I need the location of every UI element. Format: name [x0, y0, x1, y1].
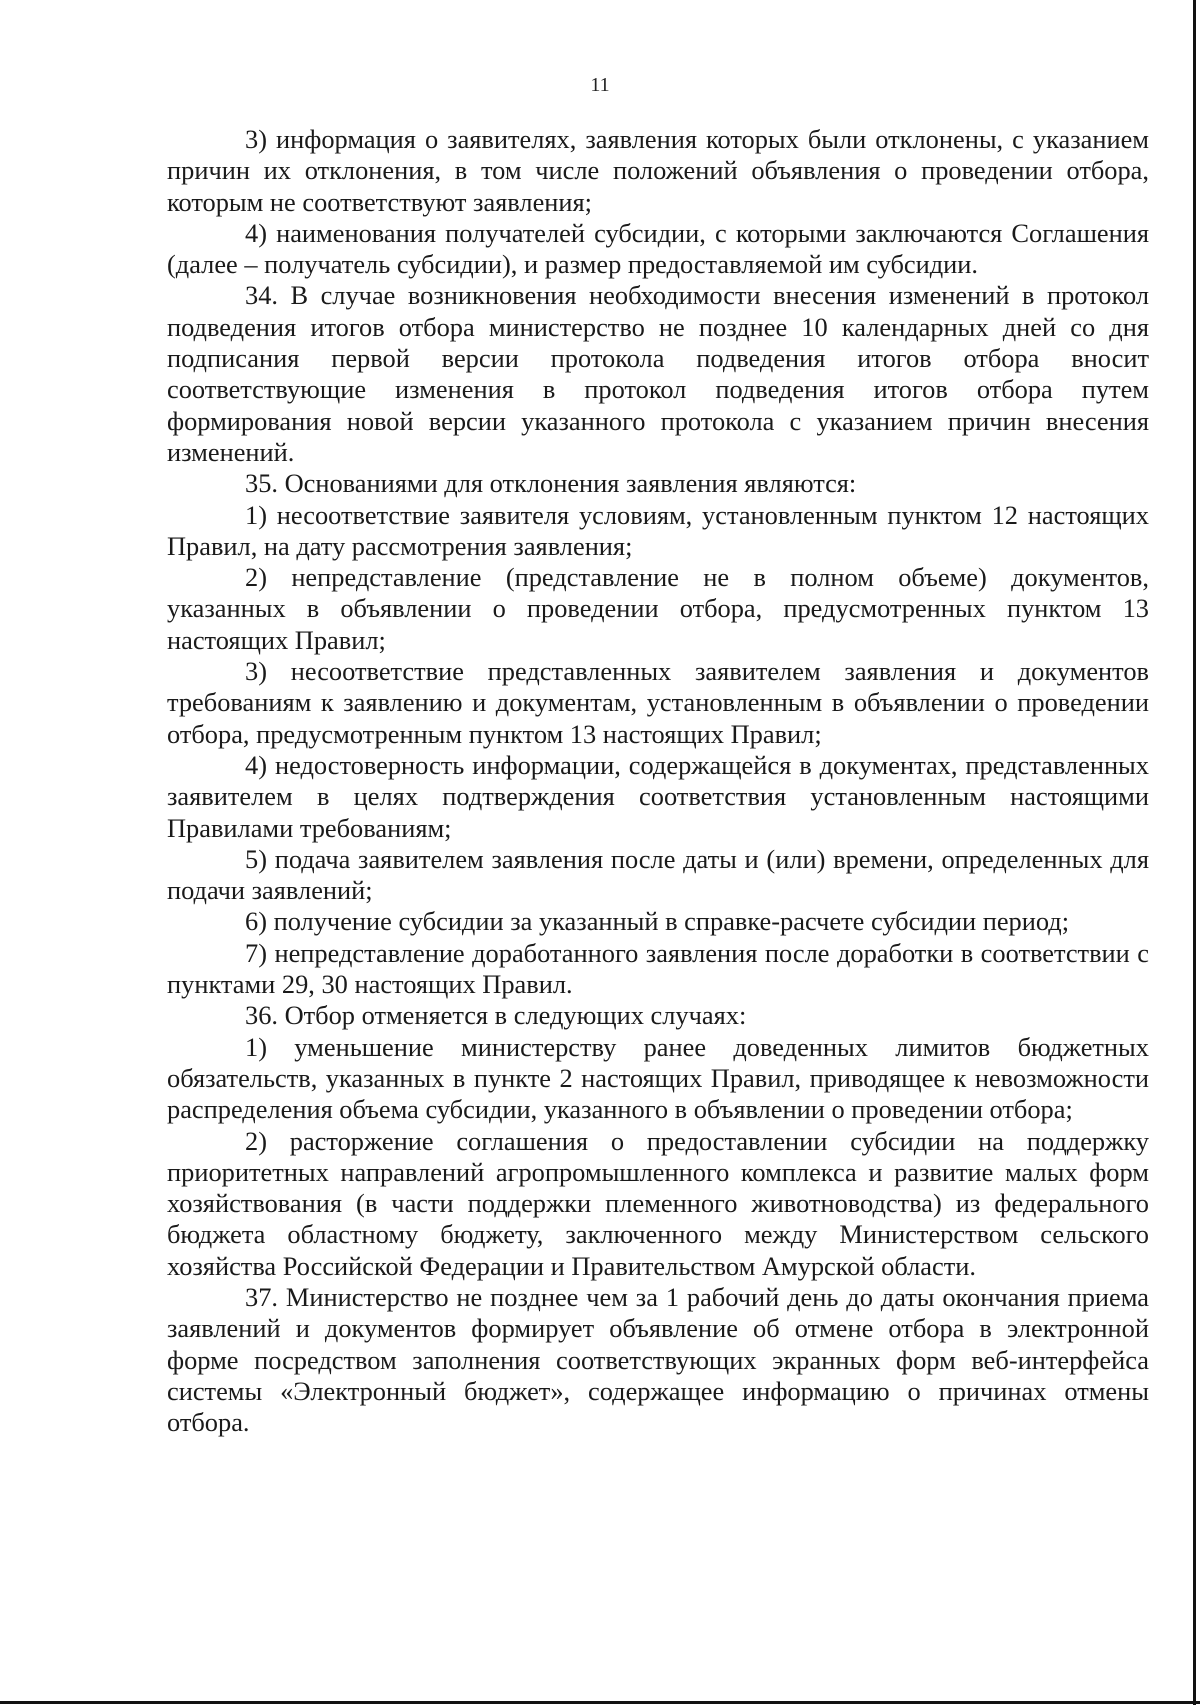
paragraph-35-7: 7) непредставление доработанного заявления после доработки в соответствии с пунктами 29, 30 настоящих Правил. — [167, 937, 1149, 1000]
paragraph-35: 35. Основаниями для отклонения заявления являются: — [245, 468, 857, 499]
paragraph-35-5: 5) подача заявителем заявления после даты и (или) времени, определенных для подачи заявлений; — [167, 843, 1149, 906]
paragraph-35-2: 2) непредставление (представление не в полном объеме) документов, указанных в объявлении о проведении отбора, предусмотренных пунктом 13 настоящих Правил; — [167, 562, 1149, 655]
scan-edge-right — [1193, 0, 1196, 1705]
paragraph-34: 34. В случае возникновения необходимости внесения изменений в протокол подведения итогов отбора министерство не позднее 10 календарных дней со дня подписания первой версии протокола подведения итогов отбора вносит соответствующие изменения в протокол подведения итогов отбора путем формирования новой версии указанного протокола с указанием причин внесения изменений. — [167, 280, 1149, 467]
paragraph-33-3: 3) информация о заявителях, заявления которых были отклонены, с указанием причин их отклонения, в том числе положений объявления о проведении отбора, которым не соответствуют заявления; — [167, 124, 1149, 217]
scan-edge-bottom — [0, 1701, 1200, 1704]
paragraph-33-4: 4) наименования получателей субсидии, с которыми заключаются Соглашения (далее – получатель субсидии), и размер предоставляемой им субсидии. — [167, 217, 1149, 280]
paragraph-36-1: 1) уменьшение министерству ранее доведенных лимитов бюджетных обязательств, указанных в пункте 2 настоящих Правил, приводящее к невозможности распределения объема субсидии, указанного в объявлении о проведении отбора; — [167, 1031, 1149, 1125]
paragraph-36-2: 2) расторжение соглашения о предоставлении субсидии на поддержку приоритетных направлений агропромышленного комплекса и развитие малых форм хозяйствования (в части поддержки племенного животноводства) из федерального бюджета областному бюджету, заключенного между Министерством сельского хозяйства Российской Федерации и Правительством Амурской области. — [167, 1125, 1149, 1281]
document-body — [167, 124, 1149, 1438]
paragraph-35-1: 1) несоответствие заявителя условиям, установленным пунктом 12 настоящих Правил, на дату рассмотрения заявления; — [167, 499, 1149, 561]
paragraph-35-4: 4) недостоверность информации, содержащейся в документах, представленных заявителем в целях подтверждения соответствия установленным настоящими Правилами требованиям; — [167, 749, 1149, 843]
paragraph-36: 36. Отбор отменяется в следующих случаях: — [245, 1000, 747, 1031]
paragraph-37: 37. Министерство не позднее чем за 1 рабочий день до даты окончания приема заявлений и документов формирует объявление об отмене отбора в электронной форме посредством заполнения соответствующих экранных форм веб-интерфейса системы «Электронный бюджет», содержащее информацию о причинах отмены отбора. — [167, 1281, 1149, 1438]
page-number: 11 — [590, 74, 610, 96]
paragraph-35-3: 3) несоответствие представленных заявителем заявления и документов требованиям к заявлению и документам, установленным в объявлении о проведении отбора, предусмотренным пунктом 13 настоящих Правил; — [167, 656, 1149, 749]
paragraph-35-6: 6) получение субсидии за указанный в справке-расчете субсидии период; — [245, 906, 1070, 937]
